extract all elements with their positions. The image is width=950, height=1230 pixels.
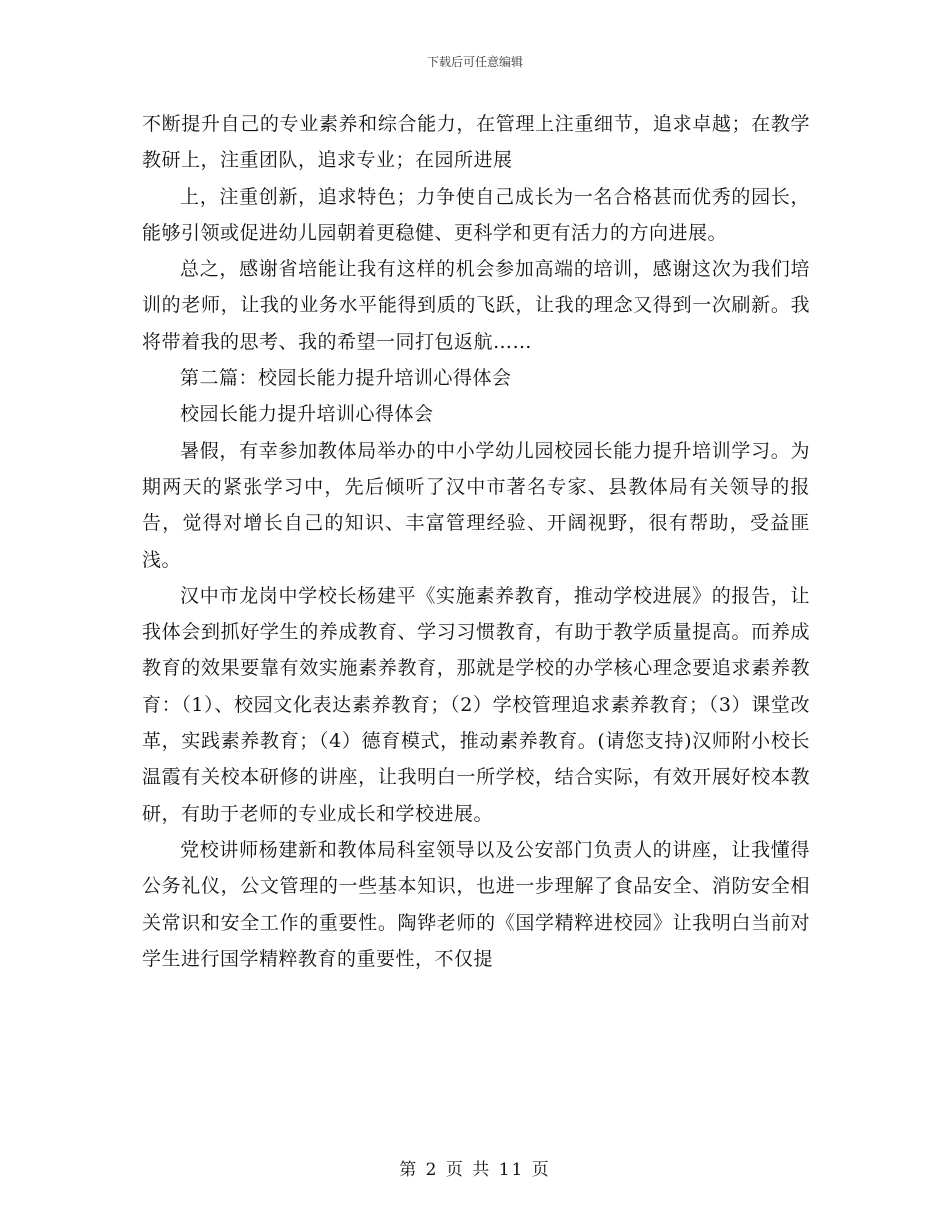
paragraph: 不断提升自己的专业素养和综合能力，在管理上注重细节，追求卓越；在教学教研上，注重团队，追求专业；在园所进展 [142, 113, 810, 172]
paragraph: 上，注重创新，追求特色；力争使自己成长为一名合格甚而优秀的园长，能够引领或促进幼儿园朝着更稳健、更科学和更有活力的方向进展。 [142, 185, 810, 244]
page-header: 下载后可任意编辑 [426, 55, 523, 69]
paragraph: 汉中市龙岗中学校长杨建平《实施素养教育，推动学校进展》的报告，让我体会到抓好学生的养成教育、学习习惯教育，有助于教学质量提高。而养成教育的效果要靠有效实施素养教育，那就是学校的办学核心理念要追求素养教育：（1）、校园文化表达素养教育；（2）学校管理追求素养教育；（3）课堂改革，实践素养教育；（4）德育模式，推动素养教育。(请您支持)汉师附小校长温霞有关校本研修的讲座，让我明白一所学校，结合实际，有效开展好校本教研，有助于老师的专业成长和学校进展。 [142, 584, 810, 825]
article-title: 校园长能力提升培训心得体会 [180, 403, 434, 426]
document-body [142, 106, 810, 977]
paragraph: 暑假，有幸参加教体局举办的中小学幼儿园校园长能力提升培训学习。为期两天的紧张学习中，先后倾听了汉中市著名专家、县教体局有关领导的报告，觉得对增长自己的知识、丰富管理经验、开阔视野，很有帮助，受益匪浅。 [142, 439, 810, 571]
paragraph: 总之，感谢省培能让我有这样的机会参加高端的培训，感谢这次为我们培训的老师，让我的业务水平能得到质的飞跃，让我的理念又得到一次刷新。我将带着我的思考、我的希望一同打包返航…… [142, 258, 810, 353]
paragraph: 党校讲师杨建新和教体局科室领导以及公安部门负责人的讲座，让我懂得公务礼仪，公文管理的一些基本知识，也进一步理解了食品安全、消防安全相关常识和安全工作的重要性。陶铧老师的《国学精粹进校园》让我明白当前对学生进行国学精粹教育的重要性，不仅提 [142, 838, 810, 970]
page-number: 第 2 页 共 11 页 [399, 1160, 551, 1180]
section-heading: 第二篇：校园长能力提升培训心得体会 [180, 367, 512, 390]
